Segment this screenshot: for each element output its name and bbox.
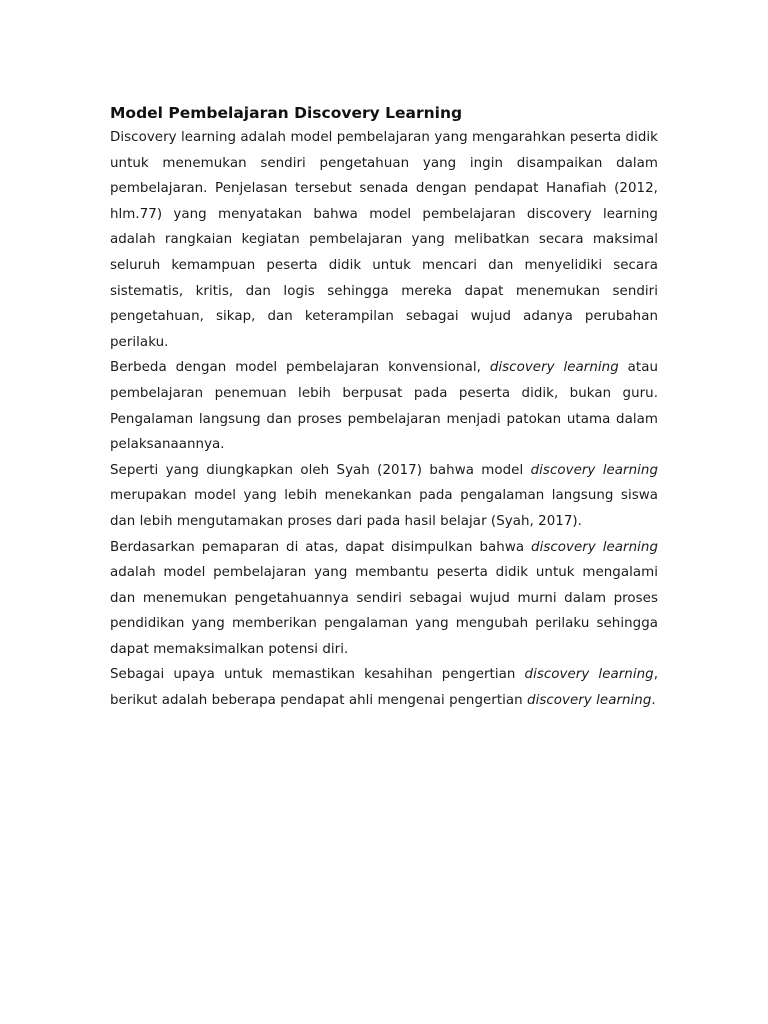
paragraph-text: Berdasarkan pemaparan di atas, dapat disimpulkan bahwa: [110, 539, 532, 555]
document-title: Model Pembelajaran Discovery Learning: [110, 104, 463, 122]
paragraph-text: Discovery learning adalah model pembelajaran yang mengarahkan peserta didik untuk menemukan sendiri pengetahuan yang ingin disampaikan dalam pembelajaran. Penjelasan tersebut senada dengan pendapat Hanafiah (2012, hlm.77) yang menyatakan bahwa model pembelajaran discovery learning adalah rangkaian kegiatan pembelajaran yang melibatkan secara maksimal seluruh kemampuan peserta didik untuk mencari dan menyelidiki secara sistematis, kritis, dan logis sehingga mereka dapat menemukan sendiri pengetahuan, sikap, dan keterampilan sebagai wujud adanya perubahan perilaku.: [110, 130, 658, 350]
italic-term: discovery learning: [489, 360, 619, 376]
document-page: [110, 101, 658, 714]
body-paragraph: [110, 535, 658, 663]
paragraph-text: merupakan model yang lebih menekankan pada pengalaman langsung siswa dan lebih mengutamakan proses dari pada hasil belajar (Syah, 2017).: [110, 488, 658, 529]
paragraph-text: Seperti yang diungkapkan oleh Syah (2017) bahwa model: [110, 462, 531, 478]
body-paragraph: [110, 458, 658, 535]
body-paragraph: [110, 125, 658, 355]
italic-term: discovery learning: [531, 539, 658, 555]
paragraph-text: atau pembelajaran penemuan lebih berpusat pada peserta didik, bukan guru. Pengalaman langsung dan proses pembelajaran menjadi patokan utama dalam pelaksanaannya.: [110, 360, 659, 453]
italic-term: discovery learning: [530, 462, 658, 478]
paragraph-text: Berbeda dengan model pembelajaran konvensional,: [110, 360, 490, 376]
body-paragraph: [110, 355, 658, 457]
paragraph-text: , berikut adalah beberapa pendapat ahli mengenai pengertian: [110, 667, 658, 709]
italic-term: discovery learning: [524, 667, 654, 683]
paragraph-text: adalah model pembelajaran yang membantu peserta didik untuk mengalami dan menemukan pengetahuannya sendiri sebagai wujud murni dalam proses pendidikan yang memberikan pengalaman yang mengubah perilaku sehingga dapat memaksimalkan potensi diri.: [110, 565, 658, 657]
italic-term: discovery learning: [527, 693, 652, 709]
document-body: [110, 125, 658, 714]
paragraph-text: .: [651, 693, 656, 709]
paragraph-text: Sebagai upaya untuk memastikan kesahihan pengertian: [110, 667, 525, 683]
body-paragraph: [110, 662, 658, 713]
